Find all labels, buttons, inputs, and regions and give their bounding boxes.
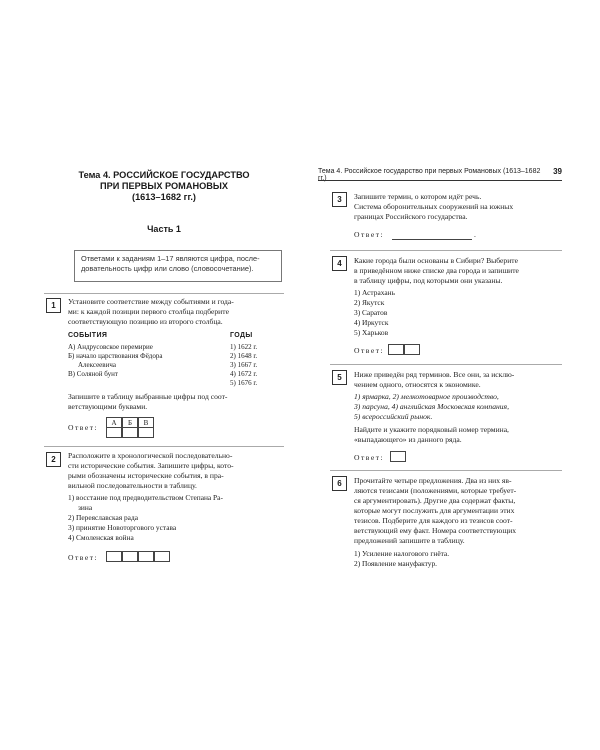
event-c: В) Соляной бунт bbox=[68, 370, 118, 378]
answer-cell[interactable] bbox=[388, 344, 404, 355]
year-1: 1) 1622 г. bbox=[230, 343, 258, 351]
task-number-2: 2 bbox=[46, 452, 61, 467]
running-head: Тема 4. Российское государство при первых Романовых (1613–1682 гг.) bbox=[318, 168, 541, 182]
task-number-6: 6 bbox=[332, 476, 347, 491]
task-number-4: 4 bbox=[332, 256, 347, 271]
year-2: 2) 1648 г. bbox=[230, 352, 258, 360]
year-3: 3) 1667 г. bbox=[230, 361, 258, 369]
task-4-item-5: 5) Харьков bbox=[354, 328, 389, 337]
event-a: А) Андрусовское перемирие bbox=[68, 343, 153, 351]
answer-end-dot: . bbox=[474, 230, 478, 239]
year-4: 4) 1672 г. bbox=[230, 370, 258, 378]
letter-cell-c: В bbox=[138, 417, 154, 428]
instruction-box: Ответами к заданиям 1–17 являются цифра, после- довательность цифр или слово (словосочетание). bbox=[74, 250, 282, 282]
task-5-text: Ниже приведён ряд терминов. Все они, за исклю- чением одного, относятся к экономике. bbox=[354, 370, 515, 389]
event-b: Б) начало царствования Фёдора bbox=[68, 352, 163, 360]
task-number-1: 1 bbox=[46, 298, 61, 313]
task-1-text: Установите соответствие между событиями и года- ми: к каждой позиции первого столбца подберите соответствующую позицию из второго столбца. bbox=[68, 297, 234, 326]
answer-label-1: Ответ: bbox=[68, 423, 99, 432]
task-2-item-1: 1) восстание под предводительством Степана Ра- bbox=[68, 493, 223, 502]
task-5-instruction: Найдите и укажите порядковый номер термина, «выпадающего» из данного ряда. bbox=[354, 425, 509, 444]
year-5: 5) 1676 г. bbox=[230, 379, 258, 387]
answer-label-5: Ответ: bbox=[354, 453, 385, 462]
task-divider bbox=[330, 470, 562, 471]
event-b-cont: Алексеевича bbox=[78, 361, 116, 369]
letter-cell-b: Б bbox=[122, 417, 138, 428]
answer-field-3[interactable] bbox=[392, 230, 472, 240]
answer-label-4: Ответ: bbox=[354, 346, 385, 355]
task-divider bbox=[330, 250, 562, 251]
task-2-item-1-cont: зина bbox=[78, 503, 93, 512]
task-4-item-4: 4) Иркутск bbox=[354, 318, 389, 327]
part-title: Часть 1 bbox=[147, 224, 181, 234]
task-2-item-4: 4) Смоленская война bbox=[68, 533, 134, 542]
answer-cell-c[interactable] bbox=[138, 427, 154, 438]
task-4-item-1: 1) Астрахань bbox=[354, 288, 395, 297]
task-6-text: Прочитайте четыре предложения. Два из них яв- ляются тезисами (положениями, которые требует- ся аргументировать). Другие два содержат факты, которые могут послужить для аргументации этих тезисов. Подберите для каждого из тезисов соот- ветствующий ему факт. Номера соответствующих предложений запишите в таблицу. bbox=[354, 476, 517, 545]
events-column-header: СОБЫТИЯ bbox=[68, 332, 108, 339]
answer-label-2: Ответ: bbox=[68, 553, 99, 562]
answer-cell-b[interactable] bbox=[122, 427, 138, 438]
task-3-text: Запишите термин, о котором идёт речь. Система оборонительных сооружений на южных границах Российского государства. bbox=[354, 192, 514, 221]
task-2-item-3: 3) принятие Новоторгового устава bbox=[68, 523, 177, 532]
task-4-item-3: 3) Саратов bbox=[354, 308, 388, 317]
header-rule bbox=[318, 180, 562, 181]
task-2-text: Расположите в хронологической последовательно- сти исторические события. Запишите цифры, кото- рыми обозначены исторические события, в пра- вильной последовательности в таблицу. bbox=[68, 451, 234, 490]
task-5-terms: 1) ярмарка, 2) мелкотоварное производство, 3) парсуна, 4) английская Московская компания, 5) всероссийский рынок. bbox=[354, 392, 509, 421]
right-page bbox=[318, 168, 562, 598]
answer-cell[interactable] bbox=[106, 551, 122, 562]
task-6-item-1: 1) Усиление налогового гнёта. bbox=[354, 549, 450, 558]
task-1-write-instruction: Запишите в таблицу выбранные цифры под соот- ветствующими буквами. bbox=[68, 392, 228, 411]
left-page bbox=[44, 170, 284, 590]
answer-cell[interactable] bbox=[138, 551, 154, 562]
task-4-text: Какие города были основаны в Сибири? Выберите в приведённом ниже списке два города и запишите в таблицу цифры, под которыми они указаны. bbox=[354, 256, 519, 285]
task-number-3: 3 bbox=[332, 192, 347, 207]
answer-cell-a[interactable] bbox=[106, 427, 122, 438]
task-6-item-2: 2) Появление мануфактур. bbox=[354, 559, 437, 568]
topic-title: Тема 4. РОССИЙСКОЕ ГОСУДАРСТВО ПРИ ПЕРВЫХ РОМАНОВЫХ (1613–1682 гг.) bbox=[78, 170, 250, 202]
answer-label-3: Ответ: bbox=[354, 230, 385, 239]
task-divider bbox=[44, 293, 284, 294]
task-4-item-2: 2) Якутск bbox=[354, 298, 385, 307]
task-divider bbox=[330, 364, 562, 365]
task-number-5: 5 bbox=[332, 370, 347, 385]
answer-cell[interactable] bbox=[404, 344, 420, 355]
page-number: 39 bbox=[553, 167, 562, 176]
letter-cell-a: А bbox=[106, 417, 122, 428]
task-divider bbox=[44, 446, 284, 447]
years-column-header: ГОДЫ bbox=[230, 332, 253, 339]
answer-cell[interactable] bbox=[390, 451, 406, 462]
answer-cell[interactable] bbox=[122, 551, 138, 562]
answer-cell[interactable] bbox=[154, 551, 170, 562]
task-2-item-2: 2) Переяславская рада bbox=[68, 513, 138, 522]
